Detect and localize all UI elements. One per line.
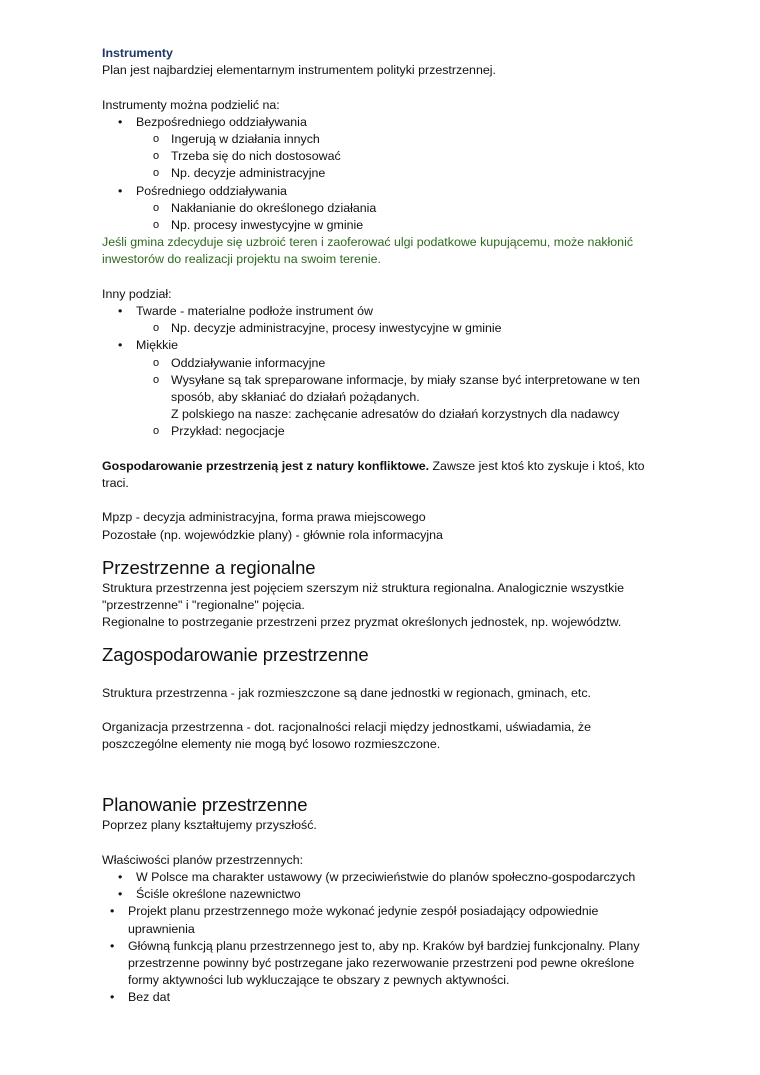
list-item: • Główną funkcją planu przestrzennego jest to, aby np. Kraków był bardziej funkcjonalny. Plany przestrzenne powinny być postrzegane jako rezerwowanie przestrzeni pod pewne określone formy aktywności lub wykluczające te obszary z pewnych aktywności.	[110, 938, 640, 988]
bullet-marker: •	[118, 183, 123, 198]
heading-przestrzenne-a-regionalne: Przestrzenne a regionalne	[102, 556, 316, 578]
paragraph: Organizacja przestrzenna - dot. racjonalności relacji między jednostkami, uświadamia, że poszczególne elementy nie mogą być losowo rozmieszczone.	[102, 720, 591, 752]
list-item: • W Polsce ma charakter ustawowy (w przeciwieństwie do planów społeczno-gospodarczych	[102, 869, 682, 886]
document-page	[102, 45, 682, 1007]
paragraph: Właściwości planów przestrzennych:	[102, 852, 304, 867]
list-item: o Np. procesy inwestycyjne w gminie	[102, 217, 682, 234]
paragraph: Inny podział:	[102, 286, 172, 301]
circle-marker: o	[153, 201, 160, 214]
circle-marker: o	[153, 133, 160, 145]
circle-marker: o	[153, 425, 160, 438]
section-instrumenty-title: Instrumenty	[102, 46, 173, 60]
circle-marker: o	[153, 373, 160, 386]
list-item: • Pośredniego oddziaływania	[102, 183, 682, 200]
bullet-marker: •	[118, 338, 123, 353]
list-item: • Bez dat	[102, 989, 682, 1006]
list-item: • Bezpośredniego oddziaływania	[102, 114, 682, 131]
list-item: o Wysyłane są tak spreparowane informacje, by miały szanse być interpretowane w ten sposób, aby skłaniać do działań pożądanych. Z polskiego na nasze: zachęcanie adresatów do działań korzystnych dla nadawcy	[153, 372, 640, 422]
heading-planowanie: Planowanie przestrzenne	[102, 794, 308, 816]
bullet-list	[102, 303, 682, 441]
bullet-marker: •	[118, 887, 123, 902]
circle-marker: o	[153, 356, 160, 369]
list-item: • Projekt planu przestrzennego może wykonać jedynie zespół posiadający odpowiednie uprawnienia	[110, 904, 599, 936]
heading-zagospodarowanie: Zagospodarowanie przestrzenne	[102, 644, 369, 666]
bullet-marker: •	[110, 904, 115, 919]
list-item: o Np. decyzje administracyjne	[102, 165, 682, 182]
list-item: • Twarde - materialne podłoże instrument ów	[102, 303, 682, 320]
paragraph: Plan jest najbardziej elementarnym instrumentem polityki przestrzennej.	[102, 63, 496, 78]
bullet-marker: •	[118, 870, 123, 885]
bullet-marker: •	[110, 938, 115, 953]
paragraph: Mpzp - decyzja administracyjna, forma prawa miejscowego	[102, 510, 426, 525]
circle-marker: o	[153, 219, 160, 232]
list-item: o Trzeba się do nich dostosować	[102, 148, 682, 165]
list-item: o Przykład: negocjacje	[102, 423, 682, 440]
list-item: o Nakłanianie do określonego działania	[102, 200, 682, 217]
bullet-marker: •	[110, 990, 115, 1005]
list-item: • Miękkie	[102, 337, 682, 354]
list-item: o Oddziaływanie informacyjne	[102, 355, 682, 372]
list-item: o Ingerują w działania innych	[102, 131, 682, 148]
circle-marker: o	[153, 167, 160, 180]
bullet-list	[102, 114, 682, 234]
bullet-marker: •	[118, 114, 123, 129]
paragraph: Struktura przestrzenna - jak rozmieszczone są dane jednostki w regionach, gminach, etc.	[102, 685, 591, 700]
list-item: • Ściśle określone nazewnictwo	[102, 886, 682, 903]
bullet-list	[102, 869, 682, 1007]
list-item: o Np. decyzje administracyjne, procesy inwestycyjne w gminie	[102, 320, 682, 337]
paragraph: Instrumenty można podzielić na:	[102, 97, 280, 112]
conflict-paragraph: Gospodarowanie przestrzenią jest z natury konfliktowe. Zawsze jest ktoś kto zyskuje i ktoś, kto traci.	[102, 458, 645, 491]
paragraph: Pozostałe (np. wojewódzkie plany) - głównie rola informacyjna	[102, 527, 443, 542]
green-note: Jeśli gmina zdecyduje się uzbroić teren i zaoferować ulgi podatkowe kupującemu, może nakłonić inwestorów do realizacji projektu na swoim terenie.	[102, 235, 634, 267]
circle-marker: o	[153, 150, 160, 163]
bullet-marker: •	[118, 304, 123, 319]
paragraph: Struktura przestrzenna jest pojęciem szerszym niż struktura regionalna. Analogicznie wszystkie "przestrzenne" i "regionalne" pojęcia. Regionalne to postrzeganie przestrzeni przez pryzmat określonych jednostek, np. województw.	[102, 580, 625, 630]
circle-marker: o	[153, 322, 160, 335]
paragraph: Poprzez plany kształtujemy przyszłość.	[102, 818, 317, 833]
